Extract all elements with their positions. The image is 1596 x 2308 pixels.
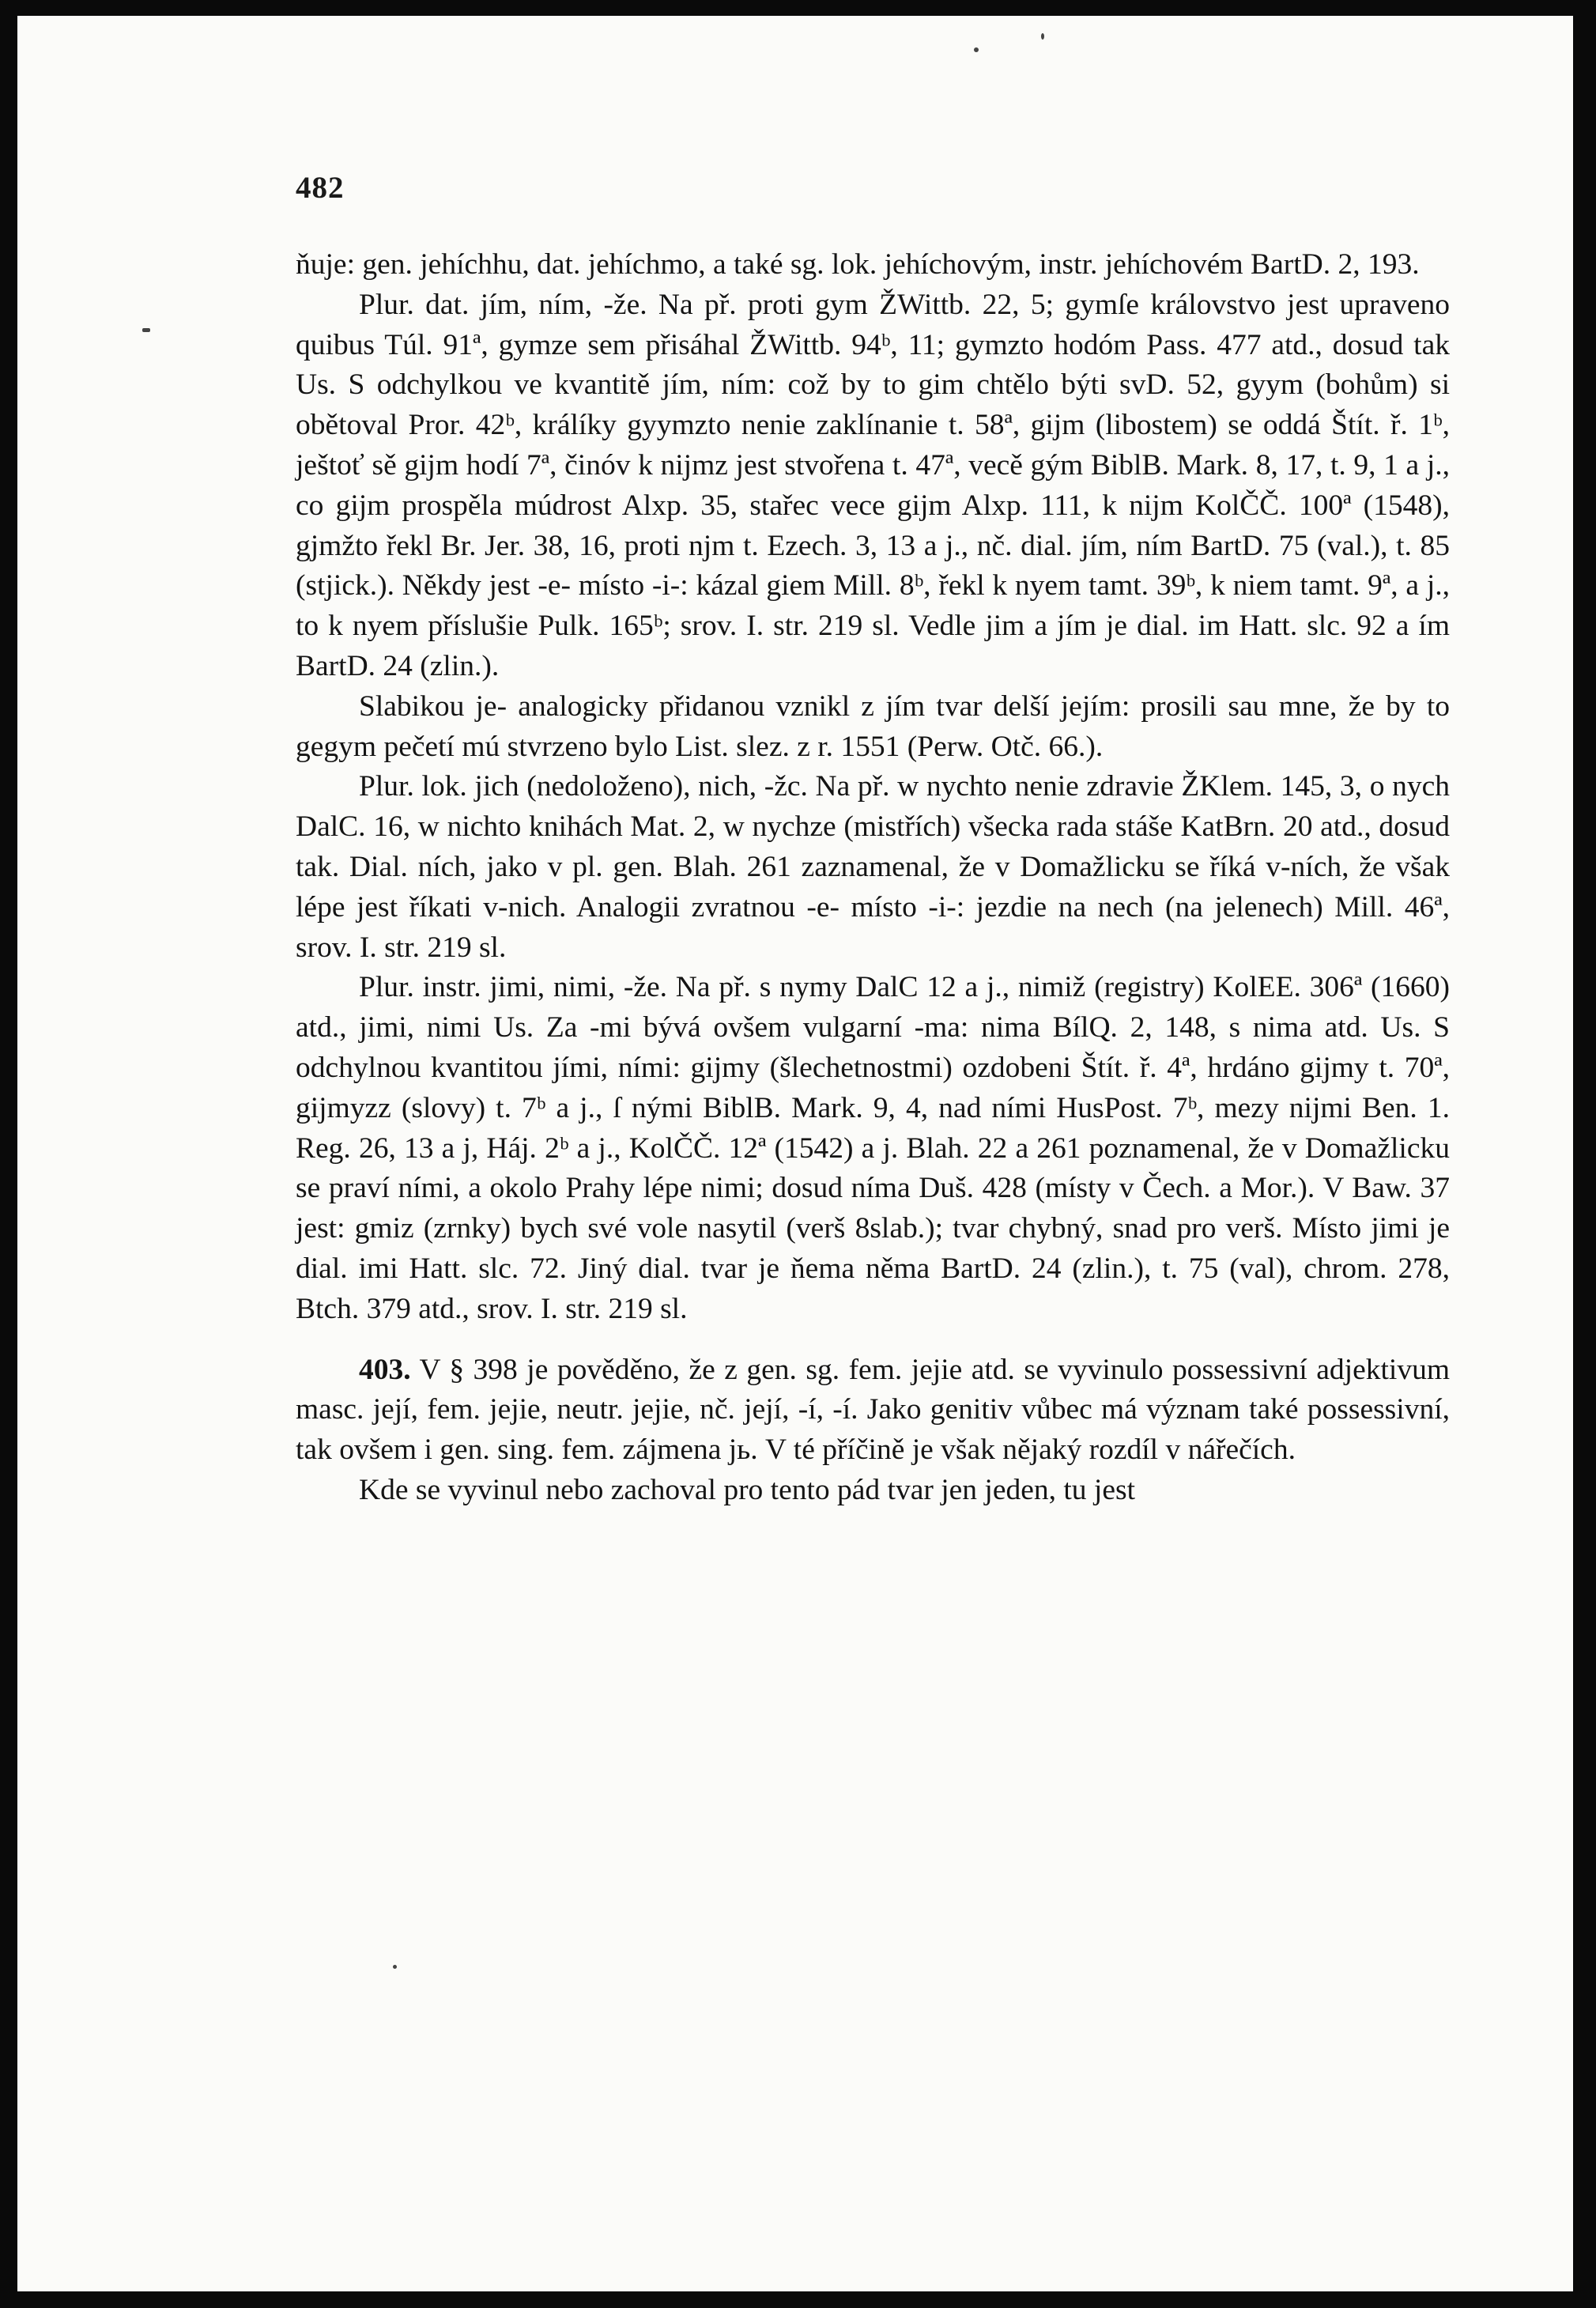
paragraph-1: ňuje: gen. jehíchhu, dat. jehíchmo, a také sg. lok. jehíchovým, instr. jehíchovém BartD. 2, 193. (296, 248, 1420, 281)
scan-speck (393, 1965, 397, 1969)
paragraph-final: Kde se vyvinul nebo zachoval pro tento pád tvar jen jeden, tu jest (359, 1473, 1135, 1506)
book-page (17, 16, 1573, 2291)
scan-speck (142, 328, 150, 332)
page-number: 482 (296, 171, 345, 205)
section-403-text: V § 398 je pověděno, že z gen. sg. fem. jejie atd. se vyvinulo possessivní adjektivum masc. její, fem. jejie, neutr. jejie, nč. její, -í, -í. Jako genitiv vůbec má význam také possessivní, tak ovšem i gen. sing. fem. zájmena jь. V té příčině je však nějaký rozdíl v nářečích. (296, 1353, 1450, 1467)
section-number: 403. (359, 1353, 411, 1386)
body-text (296, 245, 1450, 1511)
paragraph-section-403 (296, 1350, 1450, 1471)
paragraph-slabikou: Slabikou je- analogicky přidanou vznikl z jím tvar delší jejím: prosili sau mne, že by to gegym pečetí mú stvrzeno bylo List. slez. z r. 1551 (Perw. Otč. 66.). (296, 689, 1450, 763)
paragraph-plur-instr: Plur. instr. jimi, nimi, -že. Na př. s nymy DalC 12 a j., nimiž (registry) KolEE. 306ª (1660) atd., jimi, nimi Us. Za -mi bývá ovšem vulgarní -ma: nima BílQ. 2, 148, s nima atd. Us. S odchylnou kvantitou jími, ními: gijmy (šlechetnostmi) ozdobeni Štít. ř. 4ª, hrdáno gijmy t. 70ª, gijmyzz (slovy) t. 7ᵇ a j., ſ nými BiblB. Mark. 9, 4, nad ními HusPost. 7ᵇ, mezy nijmi Ben. 1. Reg. 26, 13 a j, Háj. 2ᵇ a j., KolČČ. 12ª (1542) a j. Blah. 22 a 261 poznamenal, že v Domažlicku se praví ními, a okolo Prahy lépe nimi; dosud níma Duš. 428 (místy v Čech. a Mor.). V Baw. 37 jest: gmiz (zrnky) bych své vole nasytil (verš 8slab.); tvar chybný, snad pro verš. Místo jimi je dial. imi Hatt. slc. 72. Jiný dial. tvar je ňema něma BartD. 24 (zlin.), t. 75 (val), chrom. 278, Btch. 379 atd., srov. I. str. 219 sl. (296, 971, 1450, 1325)
paragraph-plur-dat: Plur. dat. jím, ním, -že. Na př. proti gym ŽWittb. 22, 5; gymſe královstvo jest upraveno quibus Túl. 91ª, gymze sem přisáhal ŽWittb. 94ᵇ, 11; gymzto hodóm Pass. 477 atd., dosud tak Us. S odchylkou ve kvantitě jím, ním: což by to gim chtělo býti svD. 52, gyym (bohům) si obětoval Pror. 42ᵇ, králíky gyymzto nenie zaklínanie t. 58ª, gijm (libostem) se oddá Štít. ř. 1ᵇ, ještoť sě gijm hodí 7ª, činóv k nijmz jest stvořena t. 47ª, vecě gým BiblB. Mark. 8, 17, t. 9, 1 a j., co gijm prospěla múdrost Alxp. 35, stařec vece gijm Alxp. 111, k nijm KolČČ. 100ª (1548), gjmžto řekl Br. Jer. 38, 16, proti njm t. Ezech. 3, 13 a j., nč. dial. jím, ním BartD. 75 (val.), t. 85 (stjick.). Někdy jest -e- místo -i-: kázal giem Mill. 8ᵇ, řekl k nyem tamt. 39ᵇ, k niem tamt. 9ª, a j., to k nyem příslušie Pulk. 165ᵇ; srov. I. str. 219 sl. Vedle jim a jím je dial. im Hatt. slc. 92 a ím BartD. 24 (zlin.). (296, 288, 1450, 682)
paragraph-plur-lok: Plur. lok. jich (nedoloženo), nich, -žc. Na př. w nychto nenie zdravie ŽKlem. 145, 3, o nych DalC. 16, w nichto knihách Mat. 2, w nychze (mistřích) všecka rada stáše KatBrn. 20 atd., dosud tak. Dial. ních, jako v pl. gen. Blah. 261 zaznamenal, že v Domažlicku se říká v-ních, že však lépe jest říkati v-nich. Analogii zvratnou -e- místo -i-: jezdie na nech (na jelenech) Mill. 46ª, srov. I. str. 219 sl. (296, 770, 1450, 964)
scan-speck (974, 47, 979, 52)
scan-speck (1041, 33, 1044, 40)
